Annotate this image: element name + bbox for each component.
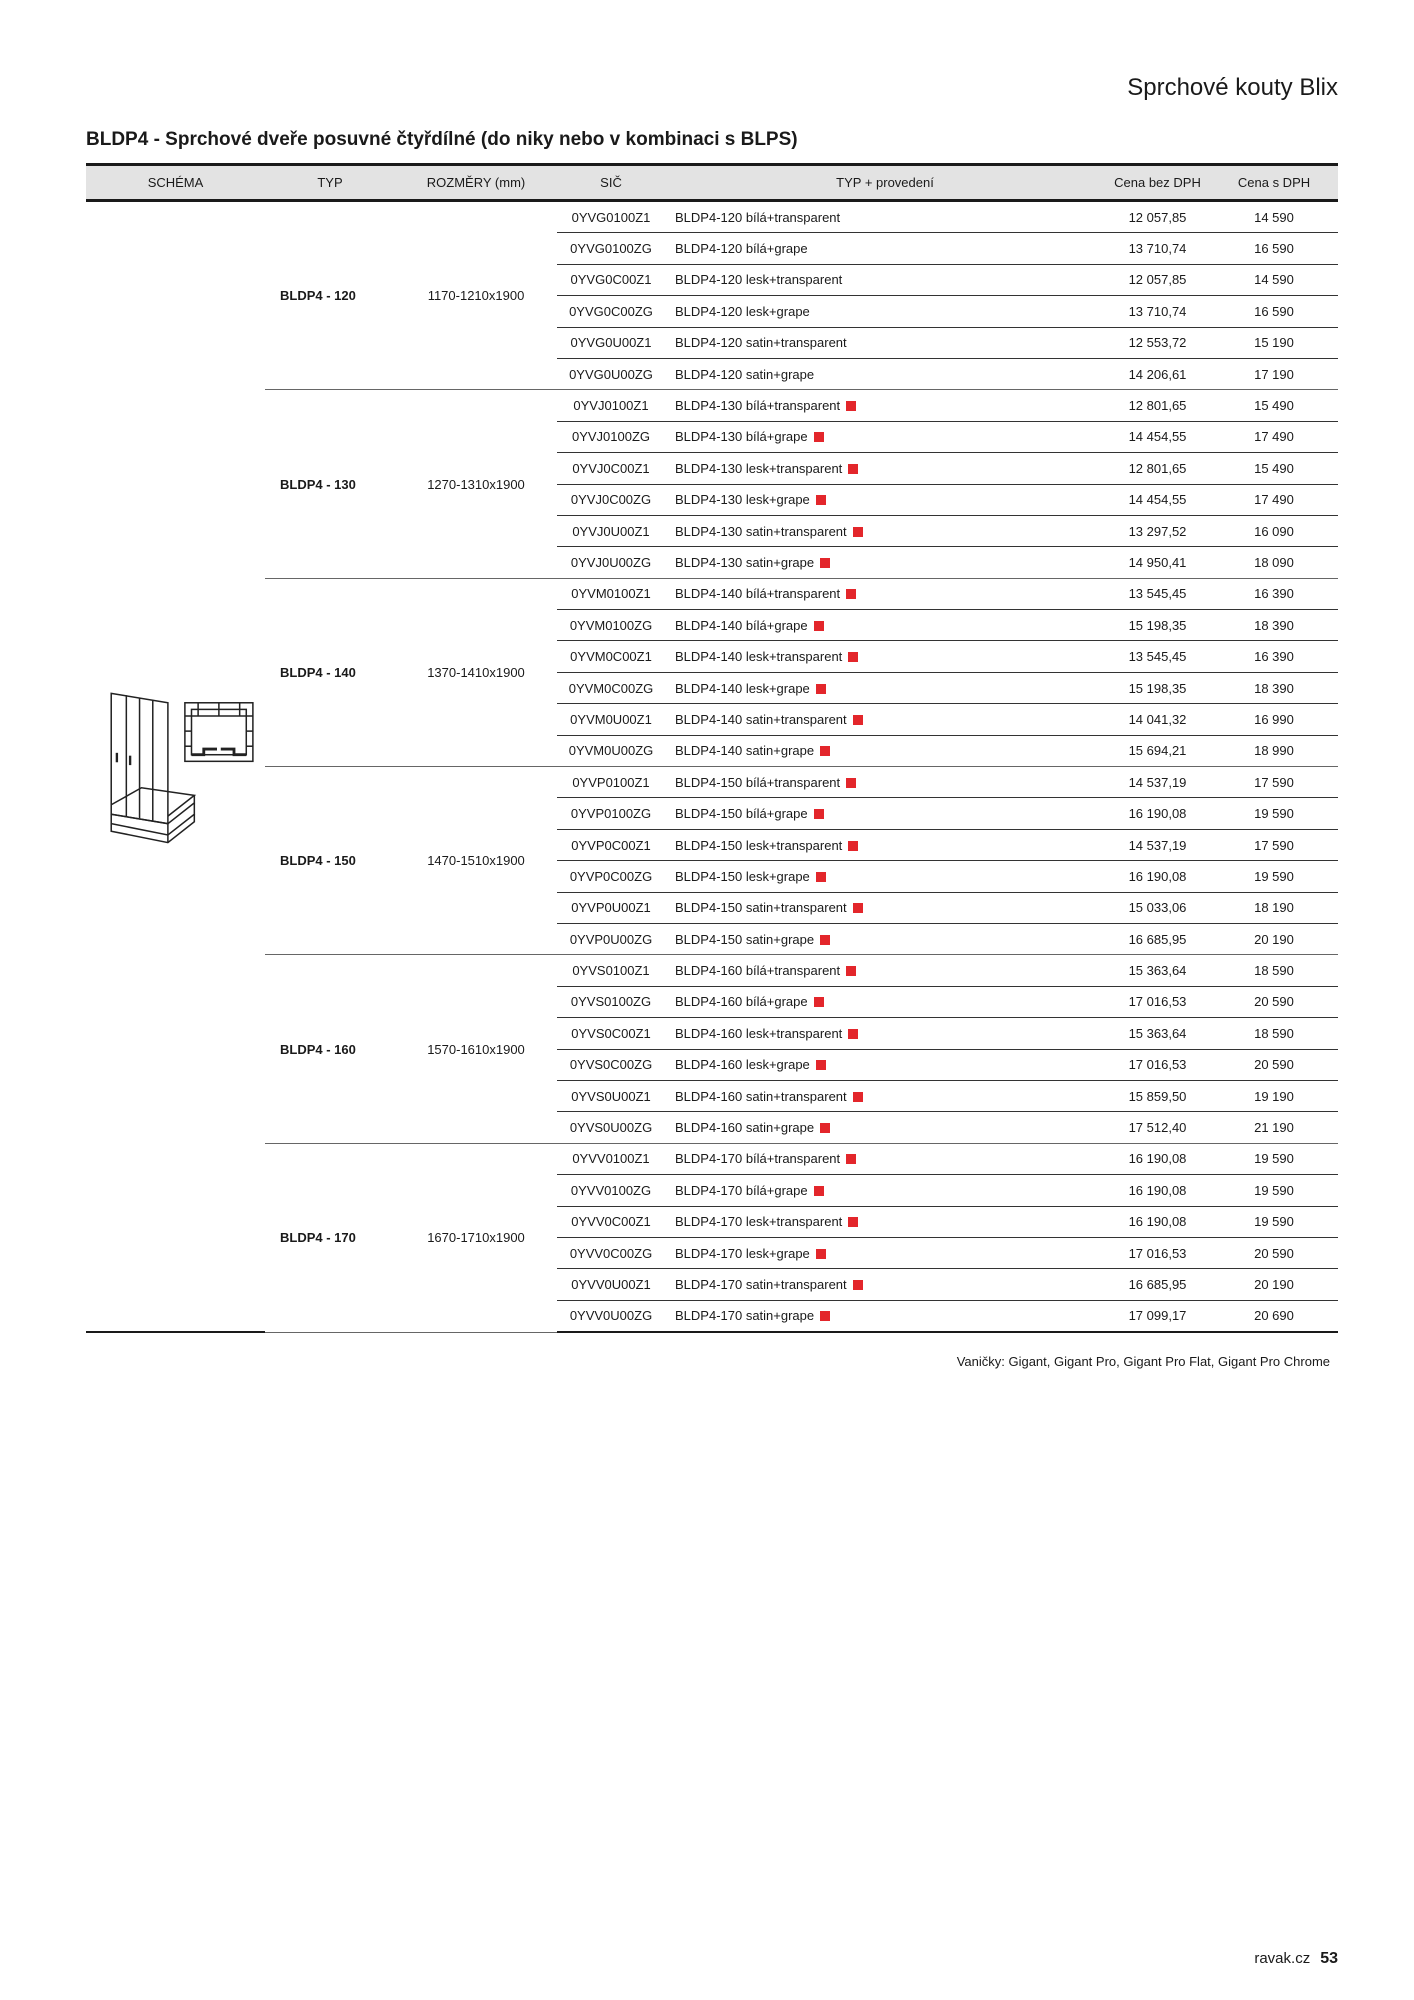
description-text: BLDP4-150 bílá+grape [675,806,808,822]
product-description [665,264,1105,295]
product-description [665,1206,1105,1237]
price-net: 16 685,95 [1105,1269,1210,1300]
price-gross: 16 990 [1210,704,1338,735]
table-row [86,955,1338,986]
price-net: 15 198,35 [1105,672,1210,703]
typ-label: BLDP4 - 150 [265,767,395,955]
description-text: BLDP4-130 bílá+grape [675,429,808,445]
description-text: BLDP4-160 bílá+transparent [675,963,841,979]
sic-code: 0YVG0100ZG [557,233,665,264]
price-gross: 18 390 [1210,610,1338,641]
price-gross: 18 390 [1210,672,1338,703]
sic-code: 0YVP0C00ZG [557,861,665,892]
product-description [665,892,1105,923]
price-gross: 20 590 [1210,986,1338,1017]
price-gross: 19 590 [1210,1206,1338,1237]
price-net: 12 057,85 [1105,201,1210,233]
product-description [665,578,1105,609]
product-description [665,767,1105,798]
product-description [665,923,1105,954]
product-description [665,358,1105,389]
section-title: BLDP4 - Sprchové dveře posuvné čtyřdílné (do niky nebo v kombinaci s BLPS) [86,129,798,150]
product-description [665,1018,1105,1049]
header-schema: SCHÉMA [86,165,265,201]
product-description [665,1080,1105,1111]
price-net: 13 545,45 [1105,641,1210,672]
price-gross: 15 490 [1210,390,1338,421]
description-text: BLDP4-120 lesk+grape [675,303,810,319]
sic-code: 0YVM0C00Z1 [557,641,665,672]
price-gross: 20 190 [1210,1269,1338,1300]
sic-code: 0YVJ0U00ZG [557,547,665,578]
product-description [665,672,1105,703]
sic-code: 0YVJ0100ZG [557,421,665,452]
red-square-marker [814,997,824,1007]
product-description [665,327,1105,358]
price-net: 13 297,52 [1105,515,1210,546]
price-gross: 19 590 [1210,1143,1338,1174]
description-text: BLDP4-120 satin+transparent [675,335,847,351]
description-text: BLDP4-120 bílá+grape [675,241,808,257]
typ-label: BLDP4 - 140 [265,578,395,766]
red-square-marker [848,652,858,662]
product-description [665,421,1105,452]
dimensions: 1170-1210x1900 [395,201,557,390]
description-text: BLDP4-170 lesk+transparent [675,1214,843,1230]
sic-code: 0YVV0U00ZG [557,1300,665,1332]
red-square-marker [816,1060,826,1070]
product-description [665,1269,1105,1300]
dimensions: 1470-1510x1900 [395,767,557,955]
price-gross: 16 590 [1210,233,1338,264]
table-row [86,1143,1338,1174]
product-description [665,1300,1105,1332]
table-row [86,578,1338,609]
price-gross: 15 490 [1210,453,1338,484]
sic-code: 0YVG0U00Z1 [557,327,665,358]
description-text: BLDP4-140 satin+transparent [675,711,847,727]
sic-code: 0YVP0U00Z1 [557,892,665,923]
dimensions: 1370-1410x1900 [395,578,557,766]
price-gross: 17 590 [1210,767,1338,798]
dimensions: 1570-1610x1900 [395,955,557,1143]
price-gross: 20 590 [1210,1237,1338,1268]
price-net: 17 016,53 [1105,986,1210,1017]
product-description [665,484,1105,515]
product-description [665,1175,1105,1206]
sic-code: 0YVP0C00Z1 [557,829,665,860]
typ-label: BLDP4 - 130 [265,390,395,578]
page-number: 53 [1320,1950,1338,1967]
red-square-marker [816,684,826,694]
sic-code: 0YVV0C00Z1 [557,1206,665,1237]
typ-label: BLDP4 - 170 [265,1143,395,1332]
product-description [665,1143,1105,1174]
price-net: 14 206,61 [1105,358,1210,389]
description-text: BLDP4-170 satin+grape [675,1308,815,1324]
description-text: BLDP4-130 satin+transparent [675,523,847,539]
sic-code: 0YVS0C00ZG [557,1049,665,1080]
description-text: BLDP4-120 bílá+transparent [675,209,841,225]
description-text: BLDP4-160 lesk+transparent [675,1025,843,1041]
red-square-marker [846,778,856,788]
red-square-marker [820,1123,830,1133]
price-net: 12 801,65 [1105,453,1210,484]
sic-code: 0YVJ0C00ZG [557,484,665,515]
price-net: 15 859,50 [1105,1080,1210,1111]
price-net: 15 363,64 [1105,955,1210,986]
price-gross: 20 690 [1210,1300,1338,1332]
trays-note: Vaničky: Gigant, Gigant Pro, Gigant Pro Flat, Gigant Pro Chrome [956,1354,1330,1369]
price-net: 17 016,53 [1105,1049,1210,1080]
header-price-gross: Cena s DPH [1210,165,1338,201]
price-net: 13 545,45 [1105,578,1210,609]
sic-code: 0YVP0U00ZG [557,923,665,954]
price-net: 14 537,19 [1105,767,1210,798]
product-description [665,829,1105,860]
product-description [665,861,1105,892]
product-description [665,641,1105,672]
header-typ: TYP [265,165,395,201]
red-square-marker [848,1217,858,1227]
price-net: 16 190,08 [1105,1143,1210,1174]
description-text: BLDP4-160 lesk+grape [675,1057,810,1073]
price-net: 17 016,53 [1105,1237,1210,1268]
typ-label: BLDP4 - 160 [265,955,395,1143]
sic-code: 0YVJ0C00Z1 [557,453,665,484]
red-square-marker [820,1311,830,1321]
table-row [86,767,1338,798]
red-square-marker [814,809,824,819]
red-square-marker [853,527,863,537]
description-text: BLDP4-130 satin+grape [675,554,815,570]
price-net: 16 190,08 [1105,1175,1210,1206]
product-description [665,1112,1105,1143]
description-text: BLDP4-120 satin+grape [675,366,815,382]
price-net: 12 553,72 [1105,327,1210,358]
price-gross: 14 590 [1210,264,1338,295]
red-square-marker [814,1186,824,1196]
table-header [86,165,1338,201]
price-gross: 16 390 [1210,641,1338,672]
price-net: 15 033,06 [1105,892,1210,923]
price-gross: 21 190 [1210,1112,1338,1143]
price-net: 13 710,74 [1105,233,1210,264]
description-text: BLDP4-120 lesk+transparent [675,272,843,288]
description-text: BLDP4-160 satin+grape [675,1120,815,1136]
header-dims: ROZMĚRY (mm) [395,165,557,201]
footer-site: ravak.cz [1254,1950,1311,1967]
price-net: 14 454,55 [1105,484,1210,515]
red-square-marker [848,464,858,474]
price-net: 14 537,19 [1105,829,1210,860]
product-description [665,798,1105,829]
price-gross: 19 190 [1210,1080,1338,1111]
price-gross: 14 590 [1210,201,1338,233]
price-gross: 17 590 [1210,829,1338,860]
red-square-marker [816,495,826,505]
red-square-marker [846,401,856,411]
price-net: 17 099,17 [1105,1300,1210,1332]
sic-code: 0YVS0100Z1 [557,955,665,986]
sic-code: 0YVJ0U00Z1 [557,515,665,546]
price-gross: 17 190 [1210,358,1338,389]
price-table [86,163,1338,1333]
red-square-marker [820,746,830,756]
red-square-marker [816,872,826,882]
red-square-marker [853,715,863,725]
description-text: BLDP4-140 satin+grape [675,743,815,759]
description-text: BLDP4-140 lesk+transparent [675,649,843,665]
sic-code: 0YVV0C00ZG [557,1237,665,1268]
price-gross: 15 190 [1210,327,1338,358]
table-row [86,390,1338,421]
price-gross: 17 490 [1210,421,1338,452]
price-gross: 18 590 [1210,955,1338,986]
description-text: BLDP4-160 satin+transparent [675,1088,847,1104]
price-gross: 18 090 [1210,547,1338,578]
red-square-marker [814,621,824,631]
page-footer [1254,1950,1338,1968]
price-net: 16 190,08 [1105,861,1210,892]
sic-code: 0YVM0U00Z1 [557,704,665,735]
price-gross: 19 590 [1210,861,1338,892]
sic-code: 0YVS0U00Z1 [557,1080,665,1111]
product-description [665,955,1105,986]
red-square-marker [816,1249,826,1259]
sic-code: 0YVM0U00ZG [557,735,665,766]
description-text: BLDP4-150 lesk+grape [675,868,810,884]
price-gross: 18 590 [1210,1018,1338,1049]
product-description [665,1237,1105,1268]
price-gross: 20 190 [1210,923,1338,954]
red-square-marker [846,589,856,599]
product-description [665,515,1105,546]
description-text: BLDP4-150 satin+grape [675,931,815,947]
description-text: BLDP4-160 bílá+grape [675,994,808,1010]
product-description [665,233,1105,264]
red-square-marker [846,1154,856,1164]
price-net: 12 801,65 [1105,390,1210,421]
schema-cell [86,201,265,1333]
red-square-marker [853,903,863,913]
red-square-marker [820,558,830,568]
dimensions: 1270-1310x1900 [395,390,557,578]
header-description: TYP + provedení [665,165,1105,201]
product-description [665,735,1105,766]
description-text: BLDP4-170 bílá+transparent [675,1151,841,1167]
red-square-marker [820,935,830,945]
table-row [86,201,1338,233]
description-text: BLDP4-130 bílá+transparent [675,398,841,414]
red-square-marker [814,432,824,442]
price-net: 16 190,08 [1105,1206,1210,1237]
product-description [665,610,1105,641]
product-description [665,201,1105,233]
description-text: BLDP4-130 lesk+grape [675,492,810,508]
sic-code: 0YVS0100ZG [557,986,665,1017]
sic-code: 0YVM0100Z1 [557,578,665,609]
red-square-marker [848,1029,858,1039]
red-square-marker [853,1280,863,1290]
price-net: 16 190,08 [1105,798,1210,829]
shower-enclosure-schematic [98,682,268,852]
price-net: 15 363,64 [1105,1018,1210,1049]
price-net: 12 057,85 [1105,264,1210,295]
product-description [665,547,1105,578]
description-text: BLDP4-150 bílá+transparent [675,774,841,790]
sic-code: 0YVV0U00Z1 [557,1269,665,1300]
price-net: 13 710,74 [1105,296,1210,327]
product-description [665,1049,1105,1080]
description-text: BLDP4-170 lesk+grape [675,1245,810,1261]
description-text: BLDP4-130 lesk+transparent [675,460,843,476]
description-text: BLDP4-170 satin+transparent [675,1276,847,1292]
description-text: BLDP4-140 bílá+transparent [675,586,841,602]
price-net: 14 454,55 [1105,421,1210,452]
product-description [665,704,1105,735]
price-gross: 16 590 [1210,296,1338,327]
sic-code: 0YVG0100Z1 [557,201,665,233]
description-text: BLDP4-140 lesk+grape [675,680,810,696]
sic-code: 0YVP0100ZG [557,798,665,829]
typ-label: BLDP4 - 120 [265,201,395,390]
price-gross: 20 590 [1210,1049,1338,1080]
sic-code: 0YVG0U00ZG [557,358,665,389]
price-net: 15 694,21 [1105,735,1210,766]
description-text: BLDP4-150 satin+transparent [675,900,847,916]
price-gross: 16 090 [1210,515,1338,546]
sic-code: 0YVG0C00Z1 [557,264,665,295]
product-description [665,986,1105,1017]
price-gross: 18 190 [1210,892,1338,923]
price-gross: 18 990 [1210,735,1338,766]
price-gross: 16 390 [1210,578,1338,609]
price-gross: 19 590 [1210,798,1338,829]
sic-code: 0YVP0100Z1 [557,767,665,798]
sic-code: 0YVS0U00ZG [557,1112,665,1143]
red-square-marker [846,966,856,976]
description-text: BLDP4-150 lesk+transparent [675,837,843,853]
page-title: Sprchové kouty Blix [1127,74,1338,101]
header-sic: SIČ [557,165,665,201]
price-net: 17 512,40 [1105,1112,1210,1143]
sic-code: 0YVV0100ZG [557,1175,665,1206]
product-description [665,390,1105,421]
sic-code: 0YVM0C00ZG [557,672,665,703]
description-text: BLDP4-140 bílá+grape [675,617,808,633]
header-price-net: Cena bez DPH [1105,165,1210,201]
description-text: BLDP4-170 bílá+grape [675,1182,808,1198]
sic-code: 0YVJ0100Z1 [557,390,665,421]
price-gross: 17 490 [1210,484,1338,515]
sic-code: 0YVM0100ZG [557,610,665,641]
red-square-marker [853,1092,863,1102]
sic-code: 0YVG0C00ZG [557,296,665,327]
dimensions: 1670-1710x1900 [395,1143,557,1332]
sic-code: 0YVS0C00Z1 [557,1018,665,1049]
price-net: 15 198,35 [1105,610,1210,641]
sic-code: 0YVV0100Z1 [557,1143,665,1174]
price-net: 14 950,41 [1105,547,1210,578]
product-description [665,453,1105,484]
price-gross: 19 590 [1210,1175,1338,1206]
product-description [665,296,1105,327]
price-net: 16 685,95 [1105,923,1210,954]
price-net: 14 041,32 [1105,704,1210,735]
red-square-marker [848,841,858,851]
